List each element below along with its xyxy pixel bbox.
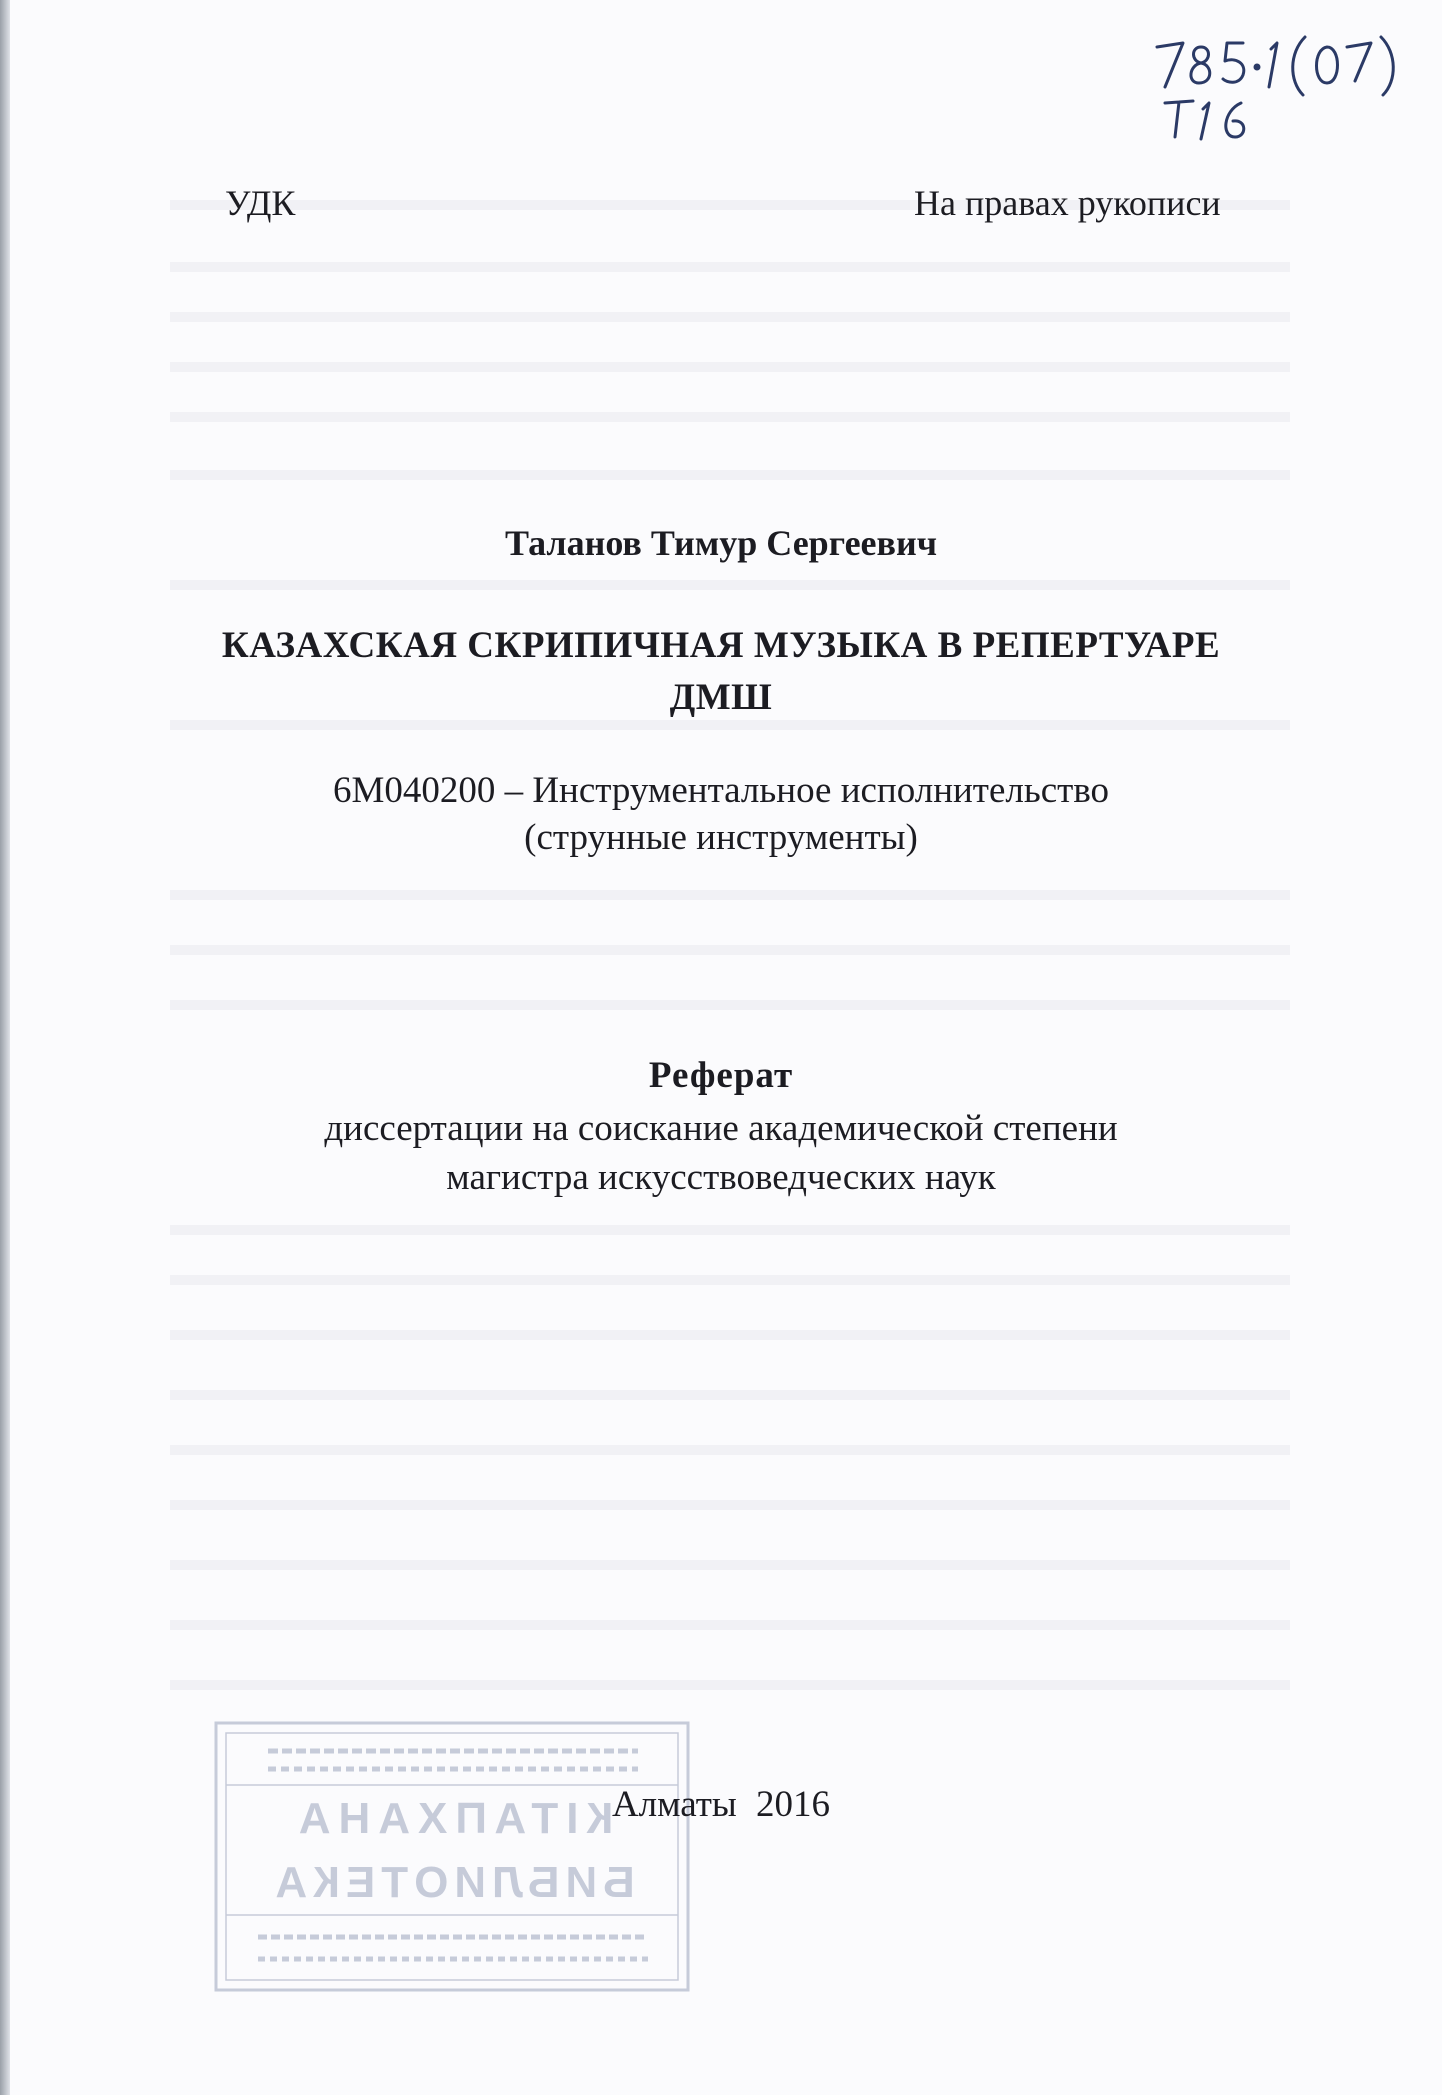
library-stamp xyxy=(208,1715,696,1998)
author-name: Таланов Тимур Сергеевич xyxy=(504,523,938,563)
bleed-through-line xyxy=(170,1275,1290,1285)
title-line: КАЗАХСКАЯ СКРИПИЧНАЯ МУЗЫКА В РЕПЕРТУАРЕ xyxy=(221,625,1221,666)
bleed-through-line xyxy=(170,1330,1290,1340)
bleed-through-line xyxy=(170,580,1290,590)
stamp-word-mirrored: КІТАПХАНА xyxy=(290,1794,614,1843)
specialty-code-line: 6М040200 – Инструментальное исполнительство xyxy=(332,770,1110,811)
bleed-through-line xyxy=(170,1445,1290,1455)
bleed-through-line xyxy=(170,312,1290,322)
title-line: ДМШ xyxy=(669,677,773,718)
bleed-through-line xyxy=(170,1500,1290,1510)
city: Алматы xyxy=(611,1784,737,1825)
stamp-word-mirrored: БИБЛИОТЕКА xyxy=(269,1858,635,1907)
degree-line: магистра искусствоведческих наук xyxy=(446,1157,996,1198)
scan-edge-shadow xyxy=(0,0,10,2095)
document-purpose: диссертации на соискание академической степени xyxy=(324,1108,1118,1149)
bleed-through-line xyxy=(170,362,1290,372)
bleed-through-line xyxy=(170,1390,1290,1400)
bleed-through-line xyxy=(170,412,1290,422)
bleed-through-line xyxy=(170,1560,1290,1570)
year: 2016 xyxy=(756,1784,831,1825)
place-and-year xyxy=(0,1782,1442,1828)
specialty-subtitle: (струнные инструменты) xyxy=(524,817,918,858)
udk-label: УДК xyxy=(225,183,296,223)
document-type-heading: Реферат xyxy=(648,1055,794,1096)
dissertation-title xyxy=(150,620,1292,724)
handwritten-catalog-mark xyxy=(1135,25,1415,145)
bleed-through-line xyxy=(170,1000,1290,1010)
bleed-through-line xyxy=(170,890,1290,900)
bleed-through-line xyxy=(170,470,1290,480)
bleed-through-line xyxy=(170,262,1290,272)
bleed-through-line xyxy=(170,1225,1290,1235)
bleed-through-line xyxy=(170,1620,1290,1630)
manuscript-rights-label: На правах рукописи xyxy=(914,183,1221,223)
bleed-through-line xyxy=(170,1680,1290,1690)
bleed-through-line xyxy=(170,945,1290,955)
